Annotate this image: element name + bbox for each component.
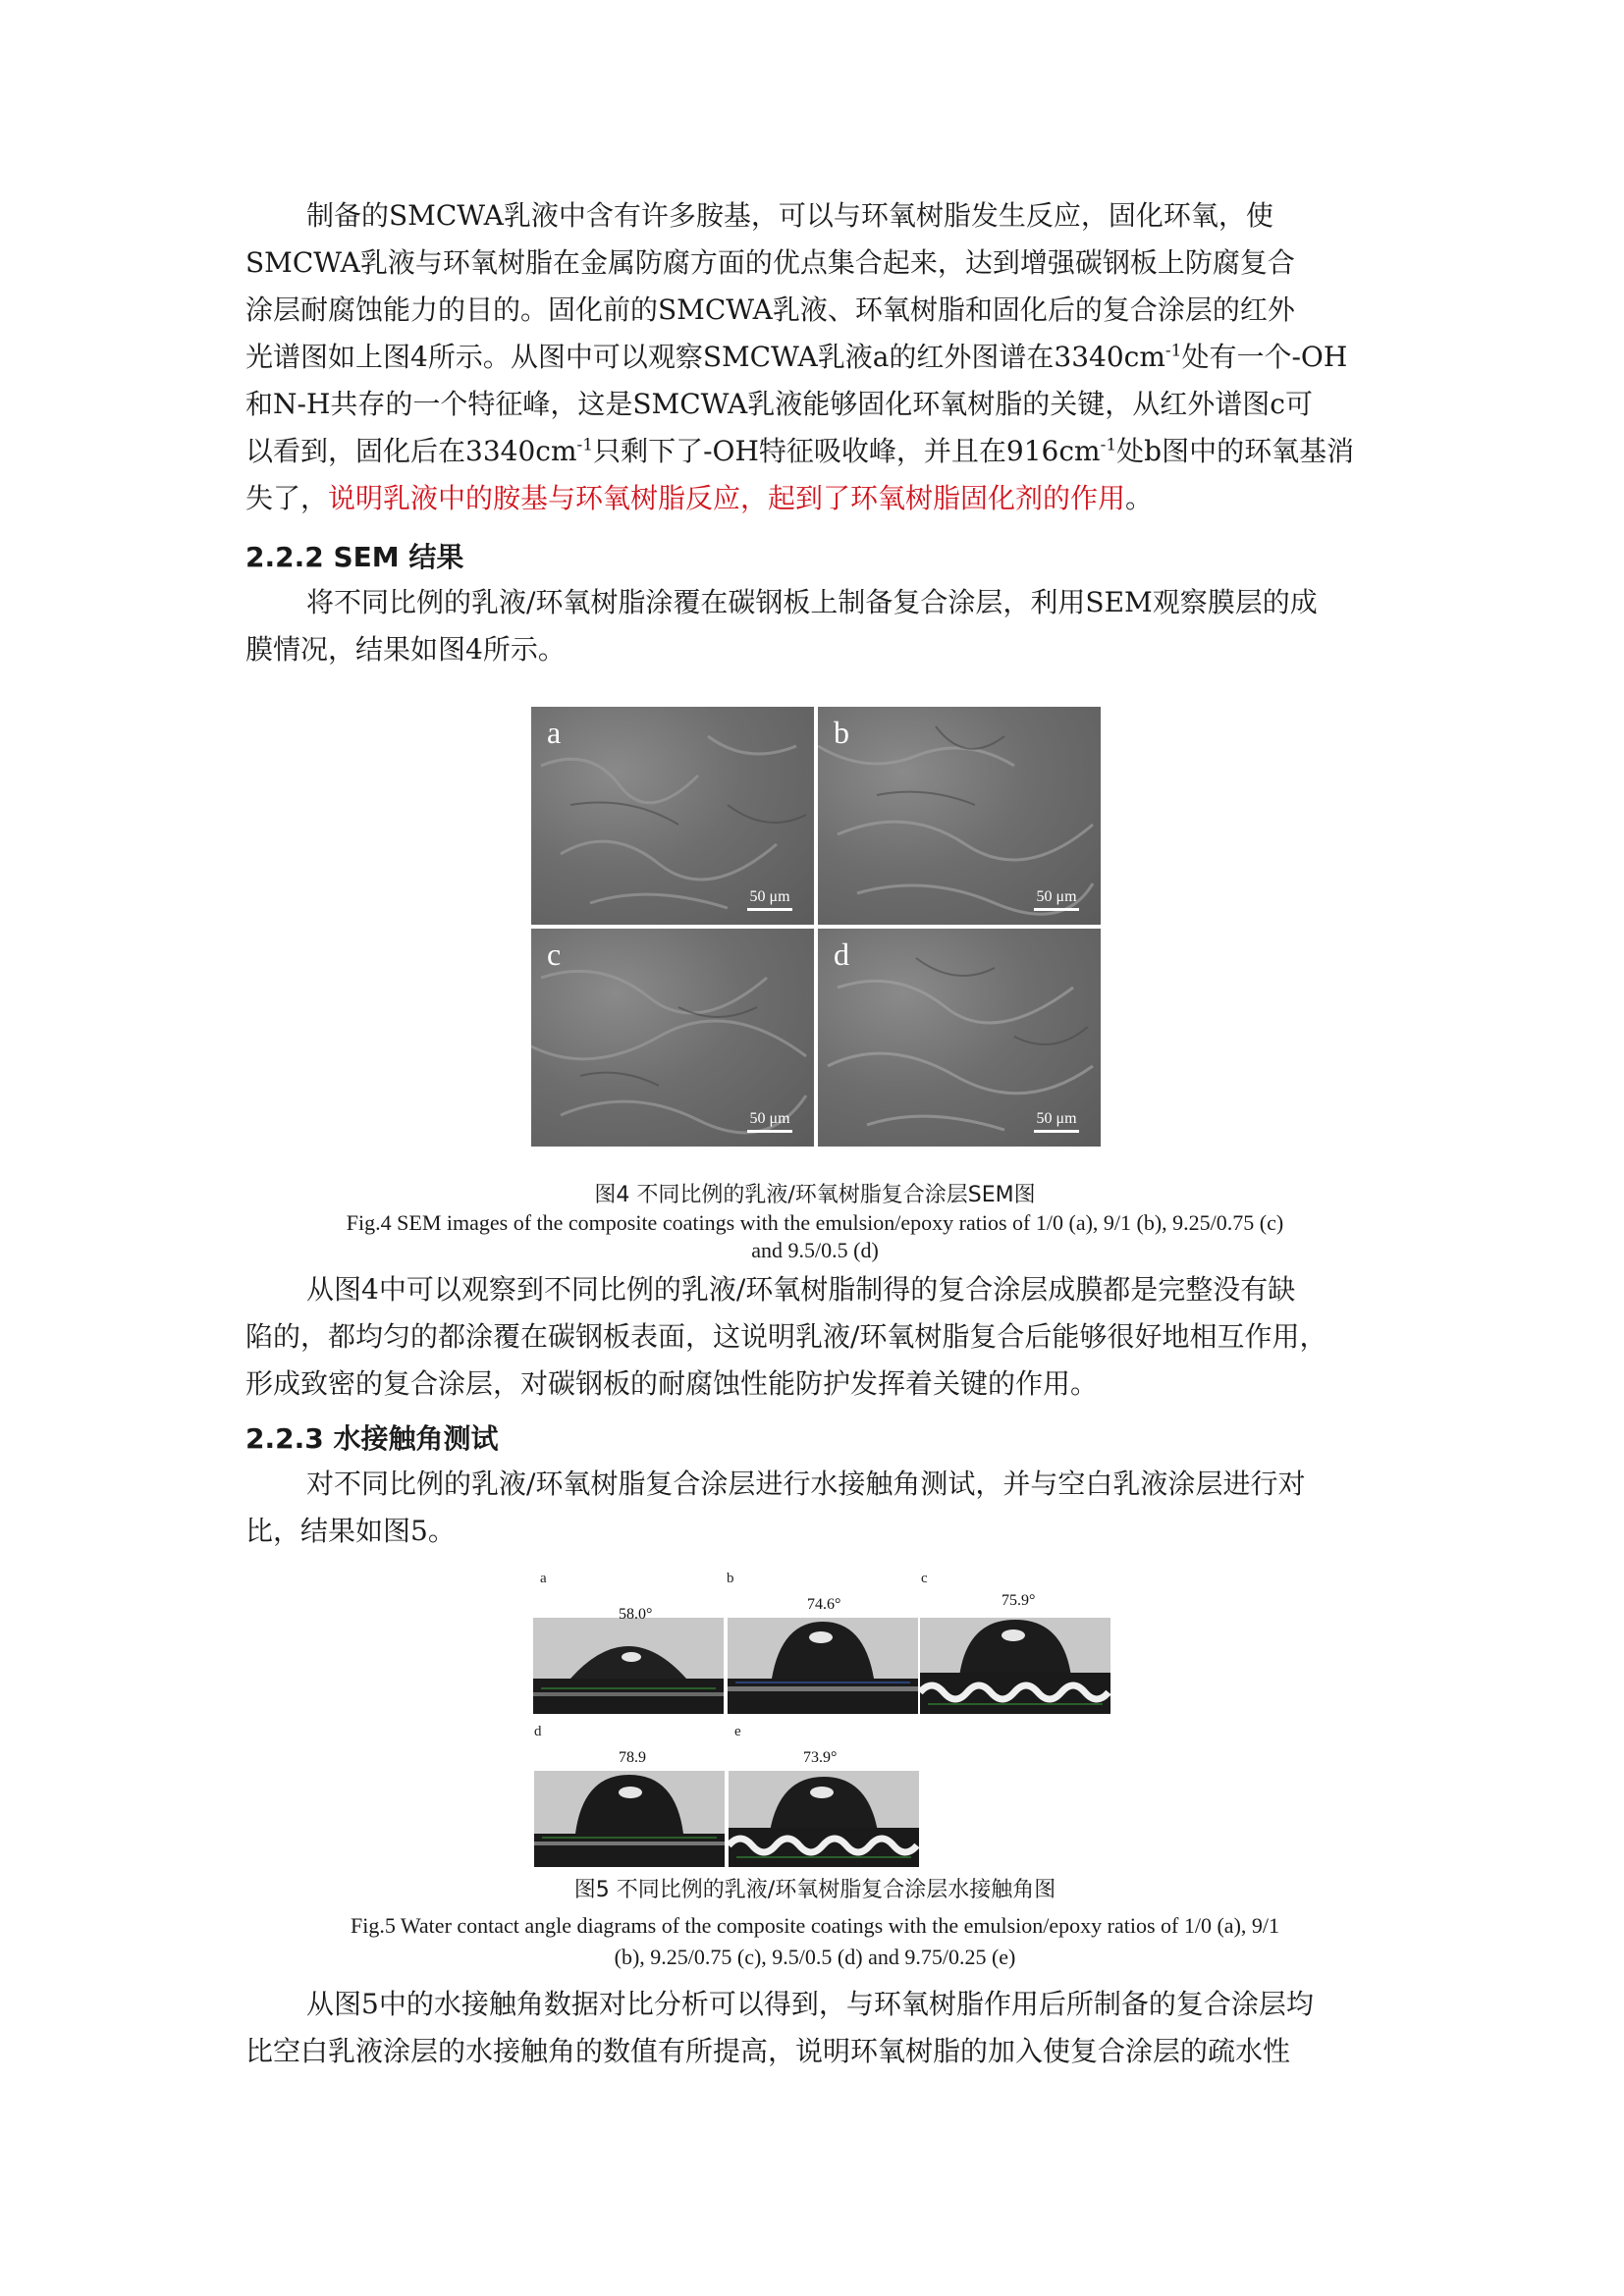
sem-image-c xyxy=(531,929,814,1147)
contact-angle-value: 73.9° xyxy=(803,1749,838,1766)
text-line: 和N-H共存的一个特征峰，这是SMCWA乳液能够固化环氧树脂的关键，从红外谱图c可 xyxy=(245,388,1313,420)
panel-letter: d xyxy=(534,1724,542,1739)
figure5-caption-en-line1: Fig.5 Water contact angle diagrams of the composite coatings with the emulsion/epoxy ratios of 1/0 (a), 9/1 xyxy=(350,1913,1280,1938)
figure4-caption-en-line1: Fig.4 SEM images of the composite coatings with the emulsion/epoxy ratios of 1/0 (a), 9/1 (b), 9.25/0.75 (c) xyxy=(346,1210,1284,1235)
contact-angle-value: 58.0° xyxy=(619,1606,653,1623)
figure5-caption-cn: 图5 不同比例的乳液/环氧树脂复合涂层水接触角图 xyxy=(573,1878,1056,1902)
contact-angle-image-e xyxy=(729,1771,919,1867)
text-line: 。 xyxy=(1125,482,1154,514)
scale-bar xyxy=(747,888,792,911)
highlighted-conclusion: 说明乳液中的胺基与环氧树脂反应，起到了环氧树脂固化剂的作用 xyxy=(328,482,1126,514)
text-line: 光谱图如上图4所示。从图中可以观察SMCWA乳液a的红外图谱在3340cm xyxy=(245,341,1165,373)
text-line: 膜情况，结果如图4所示。 xyxy=(245,633,566,666)
panel-letter: b xyxy=(727,1571,734,1586)
text-line: 将不同比例的乳液/环氧树脂涂覆在碳钢板上制备复合涂层，利用SEM观察膜层的成 xyxy=(306,586,1318,618)
text-line: 制备的SMCWA乳液中含有许多胺基，可以与环氧树脂发生反应，固化环氧，使 xyxy=(306,199,1273,232)
droplet-drawing xyxy=(534,1771,725,1867)
figure4-caption-en-line2: and 9.5/0.5 (d) xyxy=(751,1238,879,1262)
paragraph-sem-intro xyxy=(245,579,1384,673)
scale-label: 50 μm xyxy=(749,888,790,905)
text-line: 对不同比例的乳液/环氧树脂复合涂层进行水接触角测试，并与空白乳液涂层进行对 xyxy=(306,1468,1306,1500)
scale-label: 50 μm xyxy=(749,1110,790,1127)
sem-image-b xyxy=(818,707,1101,925)
text-line: 以看到，固化后在3340cm xyxy=(245,435,577,467)
panel-letter: d xyxy=(834,936,849,972)
text-line: 只剩下了-OH特征吸收峰，并且在916cm xyxy=(593,435,1101,467)
scale-label: 50 μm xyxy=(1036,888,1077,905)
contact-angle-value: 78.9 xyxy=(619,1749,646,1766)
text-line: 形成致密的复合涂层，对碳钢板的耐腐蚀性能防护发挥着关键的作用。 xyxy=(245,1367,1099,1400)
droplet-drawing xyxy=(729,1771,919,1867)
text-line: 比，结果如图5。 xyxy=(245,1515,456,1547)
superscript: -1 xyxy=(576,435,594,455)
superscript: -1 xyxy=(1164,341,1182,361)
sem-image-d xyxy=(818,929,1101,1147)
droplet-drawing xyxy=(920,1618,1110,1714)
contact-angle-image-a xyxy=(533,1618,724,1714)
panel-letter: a xyxy=(547,715,562,750)
sem-figure xyxy=(531,707,1101,1147)
figure4-caption-cn: 图4 不同比例的乳液/环氧树脂复合涂层SEM图 xyxy=(594,1183,1036,1207)
text-line: 失了， xyxy=(245,482,329,514)
text-line: 从图5中的水接触角数据对比分析可以得到，与环氧树脂作用后所制备的复合涂层均 xyxy=(306,1988,1314,2020)
text-line: 处有一个-OH xyxy=(1181,341,1348,373)
contact-angle-image-d xyxy=(534,1771,725,1867)
section-heading-sem: 2.2.2 SEM 结果 xyxy=(245,541,464,573)
scale-bar xyxy=(1034,1110,1079,1133)
scale-bar xyxy=(747,1110,792,1133)
sem-image-a xyxy=(531,707,814,925)
droplet-drawing xyxy=(728,1618,918,1714)
paragraph-sem-discussion xyxy=(245,1266,1384,1408)
panel-letter: b xyxy=(834,715,849,750)
scale-label: 50 μm xyxy=(1036,1110,1077,1127)
contact-angle-image-b xyxy=(728,1618,918,1714)
paragraph-contact-angle-intro xyxy=(245,1461,1384,1555)
text-line: 陷的，都均匀的都涂覆在碳钢板表面，这说明乳液/环氧树脂复合后能够很好地相互作用， xyxy=(245,1320,1327,1353)
panel-letter: e xyxy=(734,1724,741,1739)
paragraph-ir-analysis xyxy=(245,192,1384,522)
contact-angle-value: 74.6° xyxy=(807,1596,841,1613)
contact-angle-value: 75.9° xyxy=(1001,1592,1036,1609)
contact-angle-image-c xyxy=(920,1618,1110,1714)
panel-letter: a xyxy=(540,1571,547,1586)
scale-bar xyxy=(1034,888,1079,911)
panel-letter: c xyxy=(921,1571,928,1586)
superscript: -1 xyxy=(1100,435,1117,455)
text-line: 处b图中的环氧基消 xyxy=(1116,435,1355,467)
text-line: 涂层耐腐蚀能力的目的。固化前的SMCWA乳液、环氧树脂和固化后的复合涂层的红外 xyxy=(245,294,1295,326)
text-line: SMCWA乳液与环氧树脂在金属防腐方面的优点集合起来，达到增强碳钢板上防腐复合 xyxy=(245,246,1295,279)
section-heading-contact-angle: 2.2.3 水接触角测试 xyxy=(245,1422,499,1455)
panel-letter: c xyxy=(547,936,562,972)
paragraph-contact-angle-discussion xyxy=(245,1981,1384,2075)
figure5-caption-en-line2: (b), 9.25/0.75 (c), 9.5/0.5 (d) and 9.75/0.25 (e) xyxy=(614,1945,1016,1969)
droplet-drawing xyxy=(533,1618,724,1714)
text-line: 比空白乳液涂层的水接触角的数值有所提高，说明环氧树脂的加入使复合涂层的疏水性 xyxy=(245,2035,1291,2067)
text-line: 从图4中可以观察到不同比例的乳液/环氧树脂制得的复合涂层成膜都是完整没有缺 xyxy=(306,1273,1296,1306)
